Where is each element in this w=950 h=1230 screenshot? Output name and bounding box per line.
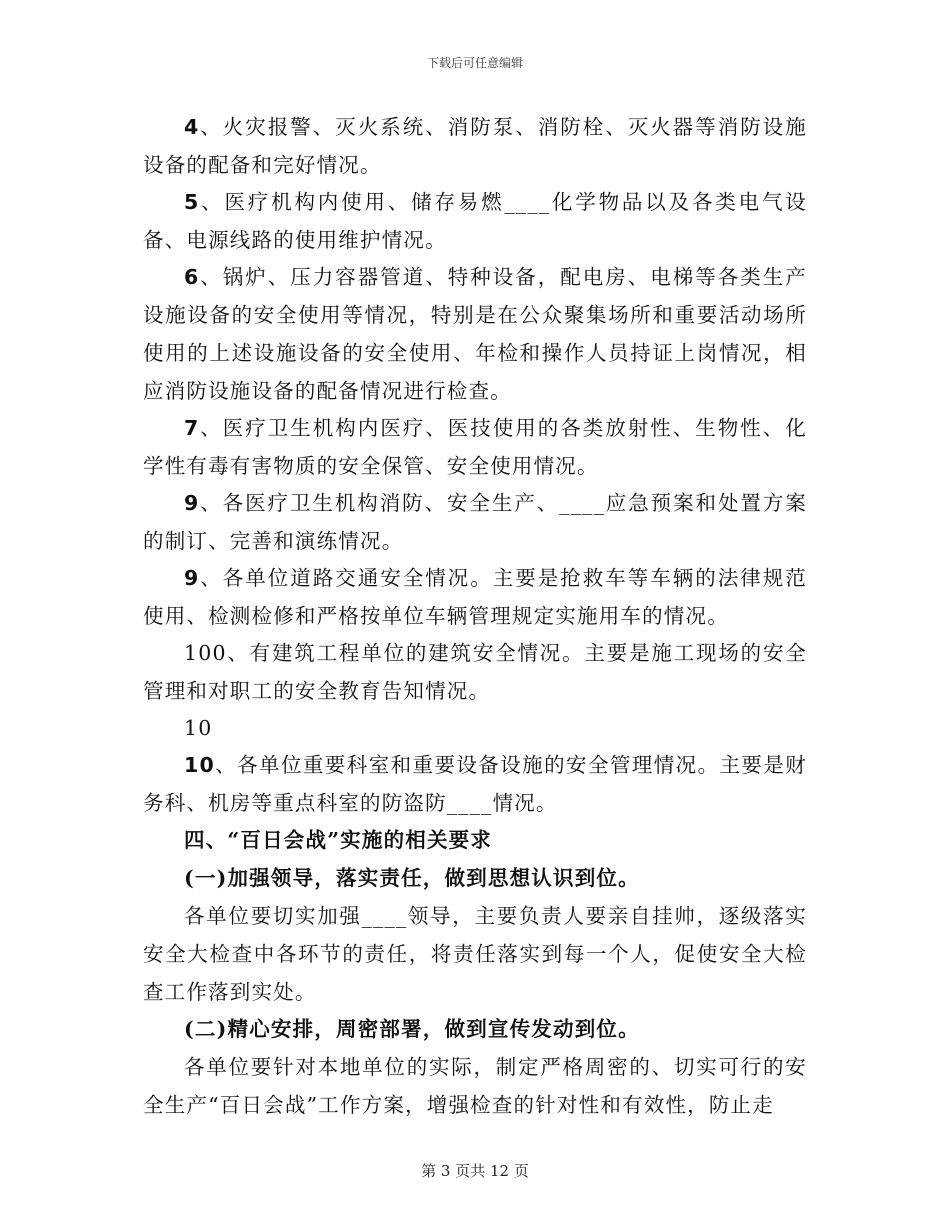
item-text: 、锅炉、压力容器管道、特种设备，配电房、电梯等各类生产设施设备的安全使用等情况，特别是在公众聚集场所和重要活动场所使用的上述设施设备的安全使用、年检和操作人员持证上岗情况，相应消防设施设备的配备情况进行检查。 [143,265,807,403]
list-item [143,183,807,259]
item-number: 6 [184,265,200,289]
list-item [143,258,807,410]
item-text: 、各医疗卫生机构消防、安全生产、____应急预案和处置方案的制订、完善和演练情况。 [143,491,807,553]
list-item [143,559,807,635]
item-number: 7 [184,416,200,440]
subsection-heading: (一)加强领导，落实责任，做到思想认识到位。 [184,866,640,890]
standalone-number: 10 [184,716,213,740]
list-item-100: 100、有建筑工程单位的建筑安全情况。主要是施工现场的安全管理和对职工的安全教育告知情况。 [143,641,807,703]
list-item [143,746,807,822]
item-text: 、医疗卫生机构内医疗、医技使用的各类放射性、生物性、化学性有毒有害物质的安全保管、安全使用情况。 [143,416,807,478]
item-number: 10 [184,753,215,777]
list-item [143,484,807,560]
item-number: 5 [184,190,200,214]
item-number: 4 [184,115,200,139]
page-footer: 第 3 页共 12 页 [421,1162,529,1180]
item-text: 、医疗机构内使用、储存易燃____化学物品以及各类电气设备、电源线路的使用维护情况。 [143,190,807,252]
paragraph: 各单位要切实加强____领导，主要负责人要亲自挂帅，逐级落实安全大检查中各环节的责任，将责任落实到每一个人，促使安全大检查工作落到实处。 [143,904,807,1004]
page-header: 下载后可任意编辑 [426,56,523,70]
list-item [143,409,807,485]
subsection-heading: (二)精心安排，周密部署，做到宣传发动到位。 [184,1017,640,1041]
item-number: 9 [184,491,200,515]
section-heading: 四、“百日会战”实施的相关要求 [184,828,493,852]
item-number: 9 [184,566,200,590]
paragraph: 各单位要针对本地单位的实际，制定严格周密的、切实可行的安全生产“百日会战”工作方案，增强检查的针对性和有效性，防止走 [143,1055,807,1117]
list-item [143,108,807,184]
document-body [143,108,807,1123]
item-text: 、各单位重要科室和重要设备设施的安全管理情况。主要是财务科、机房等重点科室的防盗防____情况。 [143,753,807,815]
item-text: 、各单位道路交通安全情况。主要是抢救车等车辆的法律规范使用、检测检修和严格按单位车辆管理规定实施用车的情况。 [143,566,807,628]
item-text: 、火灾报警、灭火系统、消防泵、消防栓、灭火器等消防设施设备的配备和完好情况。 [143,115,807,177]
